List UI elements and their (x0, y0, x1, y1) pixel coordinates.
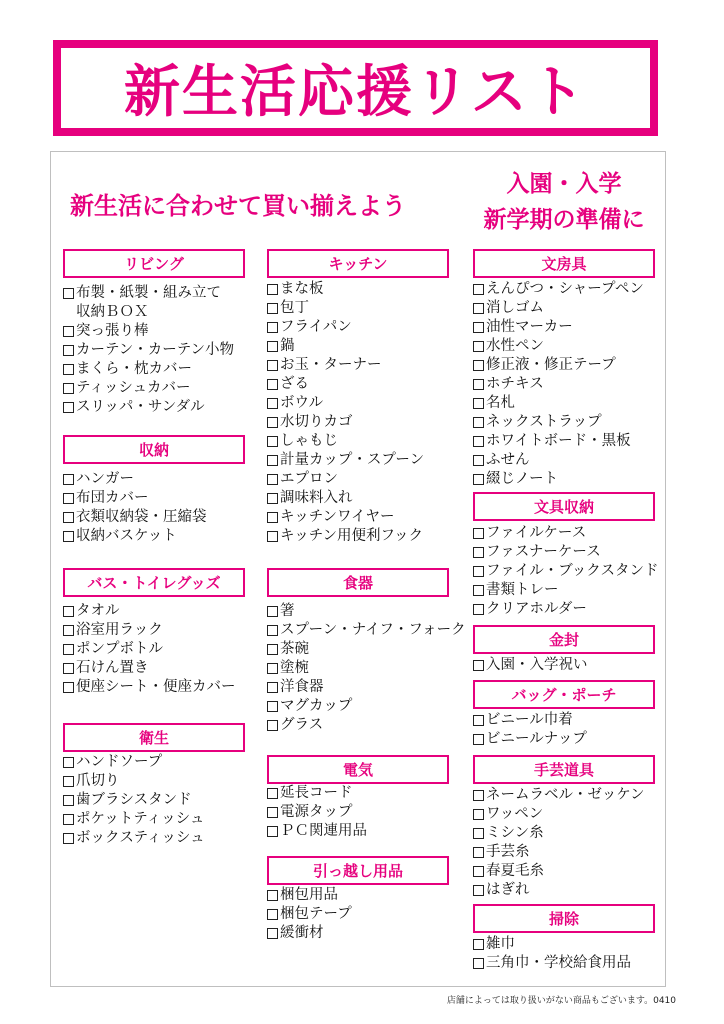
checkbox-icon[interactable] (267, 284, 278, 295)
checklist-item-label: キッチン用便利フック (280, 528, 423, 544)
footnote: 店舗によっては取り扱いがない商品もございます。0410 (446, 996, 676, 1006)
category-header-gift-envelope: 金封 (473, 625, 655, 654)
category-list-tableware (267, 602, 466, 735)
category-header-storage: 収納 (63, 435, 245, 464)
checklist-item-label: ビニールナップ (486, 731, 587, 747)
category-header-living: リビング (63, 249, 245, 278)
checklist-item-label: 包丁 (280, 300, 309, 316)
category-list-kitchen (267, 280, 424, 546)
category-header-stationery: 文房具 (473, 249, 655, 278)
checkbox-icon[interactable] (267, 606, 278, 617)
checkbox-icon[interactable] (267, 701, 278, 712)
checkbox-icon[interactable] (473, 809, 484, 820)
checklist-item-label: ＰＣ関連用品 (280, 823, 367, 839)
checklist-item (267, 451, 424, 470)
category-header-hygiene: 衛生 (63, 723, 245, 752)
checklist-item (267, 678, 466, 697)
checkbox-icon[interactable] (267, 322, 278, 333)
checkbox-icon[interactable] (267, 807, 278, 818)
checklist-item-label: お玉・ターナー (280, 357, 382, 373)
checkbox-icon[interactable] (473, 284, 484, 295)
checklist-item (473, 394, 644, 413)
checkbox-icon[interactable] (473, 604, 484, 615)
checkbox-icon[interactable] (473, 885, 484, 896)
checklist-item (473, 805, 644, 824)
checkbox-icon[interactable] (267, 379, 278, 390)
checklist-item-label: カーテン・カーテン小物 (76, 342, 235, 358)
checkbox-icon[interactable] (63, 625, 74, 636)
checklist-item (267, 527, 424, 546)
subtitle-right (468, 166, 660, 238)
checklist-item-label: 鍋 (280, 338, 295, 354)
checklist-item (63, 284, 234, 322)
checklist-item (267, 621, 466, 640)
category-header-cleaning: 掃除 (473, 904, 655, 933)
checklist-item (267, 886, 352, 905)
checklist-item (63, 360, 234, 379)
checklist-item (473, 711, 587, 730)
category-list-moving (267, 886, 352, 943)
checklist-item-label: 梱包テープ (280, 906, 352, 922)
checklist-item-label: クリアホルダー (486, 601, 587, 617)
checkbox-icon[interactable] (473, 360, 484, 371)
checklist-item-label: エプロン (280, 471, 338, 487)
checkbox-icon[interactable] (63, 776, 74, 787)
checklist-item-label: ふせん (486, 452, 530, 468)
checklist-item (473, 656, 588, 675)
checklist-item-label: 入園・入学祝い (486, 657, 588, 673)
checkbox-icon[interactable] (473, 585, 484, 596)
checkbox-icon[interactable] (63, 493, 74, 504)
checklist-item-label: ハンドソープ (76, 754, 163, 770)
checklist-item (267, 602, 466, 621)
checkbox-icon[interactable] (473, 547, 484, 558)
checkbox-icon[interactable] (473, 734, 484, 745)
checkbox-icon[interactable] (473, 398, 484, 409)
checklist-item-label: 水切りカゴ (280, 414, 353, 430)
checkbox-icon[interactable] (473, 303, 484, 314)
checklist-item (473, 524, 659, 543)
checklist-item-label: 洋食器 (280, 679, 324, 695)
checklist-item (63, 341, 234, 360)
category-header-electric: 電気 (267, 755, 449, 784)
checklist-item (473, 786, 644, 805)
checklist-item-label: キッチンワイヤー (280, 509, 395, 525)
checkbox-icon[interactable] (473, 436, 484, 447)
checklist-item (473, 299, 644, 318)
checkbox-icon[interactable] (63, 795, 74, 806)
checkbox-icon[interactable] (267, 436, 278, 447)
checklist-item (473, 543, 659, 562)
checklist-item (267, 640, 466, 659)
checklist-item-label: ボックスティッシュ (76, 830, 205, 846)
checklist-item-label: ワッペン (486, 806, 544, 822)
checklist-item-label: 書類トレー (486, 582, 559, 598)
checkbox-icon[interactable] (63, 345, 74, 356)
checklist-item (267, 822, 367, 841)
checklist-item (63, 791, 205, 810)
checklist-item-label: スリッパ・サンダル (76, 399, 205, 415)
checklist-item (63, 527, 207, 546)
checkbox-icon[interactable] (267, 398, 278, 409)
checkbox-icon[interactable] (267, 303, 278, 314)
checklist-item (267, 299, 424, 318)
checkbox-icon[interactable] (63, 663, 74, 674)
checklist-item (267, 356, 424, 375)
checklist-item-label: 衣類収納袋・圧縮袋 (76, 509, 207, 525)
checklist-item-label: ホワイトボード・黒板 (486, 433, 631, 449)
checklist-item-label: ネックストラップ (486, 414, 602, 430)
checkbox-icon[interactable] (63, 644, 74, 655)
checklist-item (63, 659, 236, 678)
title-banner (53, 40, 658, 136)
checklist-item-label: 布団カバー (76, 490, 149, 506)
checklist-item (63, 621, 236, 640)
checklist-item-label: ビニール巾着 (486, 712, 573, 728)
checkbox-icon[interactable] (473, 474, 484, 485)
checklist-item-label: マグカップ (280, 698, 353, 714)
checklist-item-label: 綴じノート (486, 471, 559, 487)
checklist-item-label: 塗椀 (280, 660, 309, 676)
checkbox-icon[interactable] (63, 326, 74, 337)
checkbox-icon[interactable] (473, 660, 484, 671)
checkbox-icon[interactable] (267, 531, 278, 542)
checklist-item (63, 640, 236, 659)
checkbox-icon[interactable] (473, 939, 484, 950)
checklist-item (63, 753, 205, 772)
category-list-bath-toilet (63, 602, 236, 697)
checkbox-icon[interactable] (63, 402, 74, 413)
category-header-handicraft: 手芸道具 (473, 755, 655, 784)
checklist-item-label: 箸 (280, 603, 295, 619)
checkbox-icon[interactable] (267, 788, 278, 799)
category-list-stationery (473, 280, 644, 489)
checklist-item-label: 調味料入れ (280, 490, 353, 506)
category-list-stationery-storage (473, 524, 659, 619)
category-list-bag-pouch (473, 711, 587, 749)
checkbox-icon[interactable] (473, 341, 484, 352)
checklist-item-label: ファイルケース (486, 525, 587, 541)
checklist-item (63, 829, 205, 848)
checklist-item (63, 810, 205, 829)
checklist-item (267, 432, 424, 451)
checkbox-icon[interactable] (473, 417, 484, 428)
checkbox-icon[interactable] (267, 360, 278, 371)
checkbox-icon[interactable] (473, 322, 484, 333)
checkbox-icon[interactable] (63, 531, 74, 542)
checklist-item-label: ポケットティッシュ (76, 811, 205, 827)
checklist-item-label: 名札 (486, 395, 515, 411)
checklist-item-label: 計量カップ・スプーン (280, 452, 425, 468)
category-list-hygiene (63, 753, 205, 848)
checklist-item-label: しゃもじ (280, 433, 338, 449)
checklist-item-label: えんぴつ・シャープペン (486, 281, 644, 297)
checklist-item (63, 489, 207, 508)
checkbox-icon[interactable] (267, 682, 278, 693)
checklist-item-label: 三角巾・学校給食用品 (486, 955, 631, 971)
checklist-item-label: グラス (280, 717, 324, 733)
category-header-moving: 引っ越し用品 (267, 856, 449, 885)
checklist-item-label: 茶碗 (280, 641, 309, 657)
subtitle-right-line-2: 新学期の準備に (483, 207, 645, 233)
checklist-item-label: 電源タップ (280, 804, 353, 820)
checkbox-icon[interactable] (267, 644, 278, 655)
category-list-electric (267, 784, 367, 841)
checkbox-icon[interactable] (473, 790, 484, 801)
checklist-item (267, 508, 424, 527)
checklist-item (63, 379, 234, 398)
checklist-item-label: ホチキス (486, 376, 544, 392)
checkbox-icon[interactable] (267, 663, 278, 674)
checklist-item (473, 432, 644, 451)
subtitle-right-line-1: 入園・入学 (506, 171, 622, 197)
checklist-item (63, 602, 236, 621)
checkbox-icon[interactable] (267, 890, 278, 901)
checkbox-icon[interactable] (63, 383, 74, 394)
checklist-item-label: はぎれ (486, 882, 530, 898)
checklist-item (473, 337, 644, 356)
checkbox-icon[interactable] (473, 847, 484, 858)
checkbox-icon[interactable] (267, 928, 278, 939)
checklist-item (267, 318, 424, 337)
checkbox-icon[interactable] (267, 826, 278, 837)
checkbox-icon[interactable] (63, 606, 74, 617)
checklist-item (267, 413, 424, 432)
checklist-item (473, 843, 644, 862)
checklist-item (267, 280, 424, 299)
checklist-item-label: 突っ張り棒 (76, 323, 149, 339)
checklist-item (473, 881, 644, 900)
checklist-item-label: 水性ペン (486, 338, 544, 354)
checklist-item (267, 659, 466, 678)
checkbox-icon[interactable] (267, 474, 278, 485)
category-header-stationery-storage: 文具収納 (473, 492, 655, 521)
checklist-item-label: ネームラベル・ゼッケン (486, 787, 645, 803)
checklist-item-label: 歯ブラシスタンド (76, 792, 192, 808)
checklist-item (63, 508, 207, 527)
checkbox-icon[interactable] (267, 341, 278, 352)
checklist-item (267, 924, 352, 943)
checklist-item (267, 716, 466, 735)
checklist-item-label: ざる (280, 376, 309, 392)
checkbox-icon[interactable] (267, 417, 278, 428)
checklist-item-label: まくら・枕カバー (76, 361, 192, 377)
checkbox-icon[interactable] (63, 833, 74, 844)
checkbox-icon[interactable] (267, 625, 278, 636)
checklist-item-label: 修正液・修正テープ (486, 357, 616, 373)
checklist-item (267, 337, 424, 356)
checklist-item-label: 手芸糸 (486, 844, 530, 860)
checklist-item-label: フライパン (280, 319, 352, 335)
checkbox-icon[interactable] (473, 828, 484, 839)
category-list-living (63, 284, 234, 417)
checklist-item (473, 318, 644, 337)
checkbox-icon[interactable] (267, 512, 278, 523)
category-header-bag-pouch: バッグ・ポーチ (473, 680, 655, 709)
checklist-item (63, 470, 207, 489)
checklist-item (267, 905, 352, 924)
checklist-item-label: 梱包用品 (280, 887, 338, 903)
category-list-handicraft (473, 786, 644, 900)
page-title: 新生活応援リスト (124, 60, 587, 125)
subtitle-left: 新生活に合わせて買い揃えよう (70, 192, 406, 220)
checklist-item-label: ポンプボトル (76, 641, 163, 657)
checkbox-icon[interactable] (473, 379, 484, 390)
checklist-item (473, 862, 644, 881)
checkbox-icon[interactable] (473, 958, 484, 969)
checklist-item (473, 280, 644, 299)
checklist-item (267, 375, 424, 394)
checkbox-icon[interactable] (63, 288, 74, 299)
checkbox-icon[interactable] (63, 682, 74, 693)
checkbox-icon[interactable] (267, 493, 278, 504)
checkbox-icon[interactable] (267, 720, 278, 731)
checklist-item (267, 489, 424, 508)
checklist-item (267, 784, 367, 803)
checklist-item-label: タオル (76, 603, 120, 619)
checkbox-icon[interactable] (267, 909, 278, 920)
checklist-item-label: 布製・紙製・組み立て 収納ＢＯＸ (76, 285, 221, 320)
checklist-item-label: 浴室用ラック (76, 622, 163, 638)
category-header-bath-toilet: バス・トイレグッズ (63, 568, 245, 597)
checklist-item-label: ボウル (280, 395, 324, 411)
checklist-item-label: スプーン・ナイフ・フォーク (280, 622, 466, 638)
category-header-tableware: 食器 (267, 568, 449, 597)
checklist-item (267, 803, 367, 822)
checklist-item (63, 398, 234, 417)
checklist-item (473, 375, 644, 394)
checklist-item (473, 562, 659, 581)
checkbox-icon[interactable] (473, 528, 484, 539)
checkbox-icon[interactable] (473, 455, 484, 466)
checkbox-icon[interactable] (63, 512, 74, 523)
checklist-item-label: 爪切り (76, 773, 120, 789)
checklist-item (267, 394, 424, 413)
checklist-item-label: まな板 (280, 281, 324, 297)
checklist-item (63, 772, 205, 791)
checklist-item-label: ティッシュカバー (76, 380, 191, 396)
checklist-item (473, 824, 644, 843)
checklist-item (473, 935, 631, 954)
checklist-item (63, 678, 236, 697)
checklist-item (267, 470, 424, 489)
checklist-item-label: 緩衝材 (280, 925, 324, 941)
checklist-item-label: ファイル・ブックスタンド (486, 563, 659, 579)
checklist-item-label: 春夏毛糸 (486, 863, 544, 879)
checklist-item-label: ファスナーケース (486, 544, 601, 560)
checkbox-icon[interactable] (267, 455, 278, 466)
checklist-item (473, 356, 644, 375)
checklist-item (473, 600, 659, 619)
category-header-kitchen: キッチン (267, 249, 449, 278)
checklist-item (473, 470, 644, 489)
category-list-storage (63, 470, 207, 546)
checklist-item (473, 413, 644, 432)
checkbox-icon[interactable] (63, 364, 74, 375)
checklist-item-label: 雑巾 (486, 936, 515, 952)
checklist-item (473, 730, 587, 749)
checkbox-icon[interactable] (473, 566, 484, 577)
checklist-item-label: ミシン糸 (486, 825, 544, 841)
checklist-item-label: 便座シート・便座カバー (76, 679, 236, 695)
checkbox-icon[interactable] (63, 757, 74, 768)
checklist-item-label: 延長コード (280, 785, 353, 801)
checklist-item (63, 322, 234, 341)
category-list-cleaning (473, 935, 631, 973)
checklist-item (473, 581, 659, 600)
checklist-item (473, 451, 644, 470)
checklist-item-label: 収納バスケット (76, 528, 177, 544)
checkbox-icon[interactable] (63, 474, 74, 485)
checklist-item (473, 954, 631, 973)
category-list-gift-envelope (473, 656, 588, 675)
checklist-item-label: 石けん置き (76, 660, 149, 676)
checklist-item-label: 油性マーカー (486, 319, 573, 335)
checkbox-icon[interactable] (63, 814, 74, 825)
checklist-item (267, 697, 466, 716)
checklist-item-label: ハンガー (76, 471, 134, 487)
checklist-item-label: 消しゴム (486, 300, 544, 316)
checkbox-icon[interactable] (473, 715, 484, 726)
checkbox-icon[interactable] (473, 866, 484, 877)
